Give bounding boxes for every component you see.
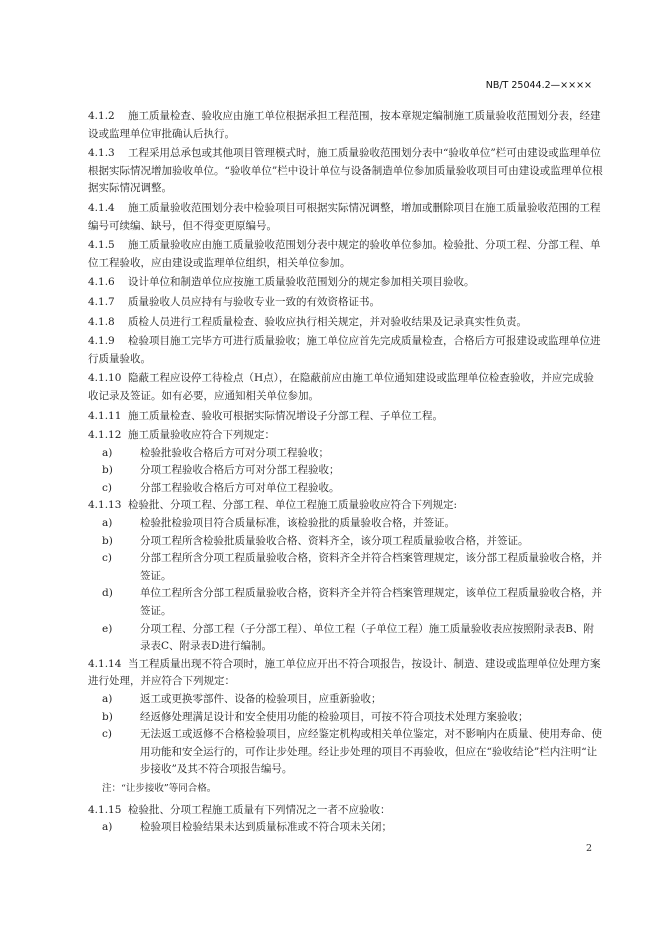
clause-text: 设计单位和制造单位应按施工质量验收范围划分的规定参加相关项目验收。 <box>128 276 475 289</box>
list-marker: b) <box>102 710 113 723</box>
clause-text: 质量验收人员应持有与验收专业一致的有效资格证书。 <box>128 295 380 308</box>
clause-text: 检验批、分项工程施工质量有下列情况之一者不应验收： <box>128 803 391 816</box>
clause-number: 4.1.2 <box>88 110 115 122</box>
clause-4-1-13-list <box>88 515 604 656</box>
clause-number: 4.1.7 <box>88 295 115 308</box>
clause-text: 施工质量验收应符合下列规定： <box>128 429 275 442</box>
list-item-text: 单位工程所含分部工程质量验收合格，资料齐全并符合档案管理规定，该单位工程质量验收合格，并签证。 <box>140 587 602 618</box>
list-marker: a) <box>102 446 113 459</box>
clause-4-1-3 <box>88 145 604 198</box>
clause-4-1-12-list <box>88 445 604 498</box>
list-item <box>102 621 604 656</box>
list-item-text: 分项工程所含检验批质量验收合格、资料齐全，该分项工程质量验收合格，并签证。 <box>140 534 529 547</box>
list-item-text: 分项工程、分部工程（子分部工程）、单位工程（子单位工程）施工质量验收表应按照附录表B、附录表C、附录表D进行编制。 <box>140 622 594 653</box>
list-item-text: 经返修处理满足设计和安全使用功能的检验项目，可按不符合项技术处理方案验收； <box>140 710 529 723</box>
clause-text: 施工质量验收范围划分表中检验项目可根据实际情况调整，增加或删除项目在施工质量验收范围的工程编号可续编、缺号，但不得变更原编号。 <box>88 201 601 232</box>
list-marker: a) <box>102 517 113 530</box>
clause-number: 4.1.12 <box>88 429 122 442</box>
list-marker: b) <box>102 464 113 477</box>
clause-number: 4.1.4 <box>88 201 115 214</box>
clause-4-1-14 <box>88 656 604 691</box>
list-marker: b) <box>102 534 113 547</box>
clause-text: 隐蔽工程应设停工待检点（H点），在隐蔽前应由施工单位通知建设或监理单位检查验收，并应完成验收记录及签证。如有必要，应通知相关单位参加。 <box>88 372 594 402</box>
clause-number: 4.1.14 <box>88 657 122 670</box>
clause-4-1-12 <box>88 427 604 445</box>
list-item <box>102 445 604 463</box>
document-code-header: NB/T 25044.2—×××× <box>485 80 592 91</box>
clause-4-1-15 <box>88 802 604 820</box>
clause-number: 4.1.11 <box>88 409 122 422</box>
list-item <box>102 462 604 480</box>
list-item <box>102 819 604 837</box>
clause-number: 4.1.3 <box>88 147 115 160</box>
list-item-text: 返工或更换零部件、设备的检验项目，应重新验收； <box>140 693 382 705</box>
clause-text: 工程采用总承包或其他项目管理模式时，施工质量验收范围划分表中“验收单位”栏可由建设或监理单位根据实际情况增加验收单位。“验收单位”栏中设计单位与设备制造单位参加质量验收项目可由建设或监理单位根据实际情况调整。 <box>88 147 603 195</box>
clause-text: 施工质量验收应由施工质量验收范围划分表中规定的验收单位参加。检验批、分项工程、分部工程、单位工程验收，应由建设或监理单位组织，相关单位参加。 <box>88 239 601 269</box>
list-item <box>102 691 604 709</box>
list-item <box>102 480 604 498</box>
list-marker: c) <box>102 481 112 494</box>
list-item <box>102 533 604 551</box>
list-item-text: 检验批检验项目符合质量标准，该检验批的质量验收合格，并签证。 <box>140 517 455 530</box>
clause-4-1-9 <box>88 333 604 368</box>
clause-text: 施工质量检查、验收应由施工单位根据承担工程范围，按本章规定编制施工质量验收范围划分表，经建设或监理单位审批确认后执行。 <box>88 110 601 140</box>
clause-number: 4.1.10 <box>88 372 122 385</box>
list-item <box>102 515 604 533</box>
list-marker: d) <box>102 587 113 600</box>
clause-number: 4.1.15 <box>88 803 122 816</box>
clause-4-1-5 <box>88 237 604 272</box>
list-marker: c) <box>102 552 112 565</box>
clause-number: 4.1.8 <box>88 315 115 328</box>
list-item <box>102 726 604 779</box>
document-body <box>88 108 604 837</box>
clause-text: 质检人员进行工程质量检查、验收应执行相关规定，并对验收结果及记录真实性负责。 <box>128 315 527 328</box>
clause-4-1-14-list <box>88 691 604 779</box>
list-item-text: 检验项目检验结果未达到质量标准或不符合项未关闭； <box>140 821 392 834</box>
list-item-text: 分项工程验收合格后方可对分部工程验收； <box>140 464 340 477</box>
clause-4-1-7 <box>88 294 604 312</box>
list-item-text: 分部工程验收合格后方可对单位工程验收。 <box>140 481 340 494</box>
list-marker: a) <box>102 821 113 834</box>
note-concession-acceptance: 注：“让步接收”等同合格。 <box>102 782 217 794</box>
clause-4-1-6 <box>88 274 604 292</box>
clause-number: 4.1.5 <box>88 239 115 252</box>
clause-number: 4.1.9 <box>88 335 115 348</box>
clause-text: 施工质量检查、验收可根据实际情况增设子分部工程、子单位工程。 <box>128 409 443 422</box>
clause-4-1-2 <box>88 108 604 143</box>
clause-4-1-13 <box>88 497 604 515</box>
list-item <box>102 550 604 585</box>
list-item-text: 无法返工或返修不合格检验项目，应经鉴定机构或相关单位鉴定，对不影响内在质量、使用寿命、使用功能和安全运行的，可作让步处理。经让步处理的项目不再验收，但应在“验收结论”栏内注明“让步接收”及其不符合项报告编号。 <box>140 728 602 776</box>
clause-text: 检验项目施工完毕方可进行质量验收；施工单位应首先完成质量检查，合格后方可报建设或监理单位进行质量验收。 <box>88 335 601 365</box>
list-marker: a) <box>102 693 113 705</box>
clause-4-1-15-list <box>88 819 604 837</box>
clause-4-1-8 <box>88 314 604 332</box>
list-item <box>102 585 604 620</box>
clause-4-1-11 <box>88 408 604 426</box>
clause-4-1-4 <box>88 200 604 235</box>
clause-number: 4.1.13 <box>88 499 122 512</box>
list-marker: c) <box>102 728 112 741</box>
list-marker: e) <box>102 622 113 635</box>
page-number: 2 <box>585 843 592 854</box>
list-item-text: 分部工程所含分项工程质量验收合格，资料齐全并符合档案管理规定，该分部工程质量验收合格，并签证。 <box>140 552 602 582</box>
clause-4-1-10 <box>88 370 604 405</box>
clause-text: 当工程质量出现不符合项时，施工单位应开出不符合项报告，按设计、制造、建设或监理单位处理方案进行处理，并应符合下列规定： <box>88 657 601 688</box>
list-item <box>102 709 604 727</box>
clause-number: 4.1.6 <box>88 276 115 289</box>
clause-text: 检验批、分项工程、分部工程、单位工程施工质量验收应符合下列规定: <box>128 499 458 512</box>
list-item-text: 检验批验收合格后方可对分项工程验收； <box>140 446 329 459</box>
